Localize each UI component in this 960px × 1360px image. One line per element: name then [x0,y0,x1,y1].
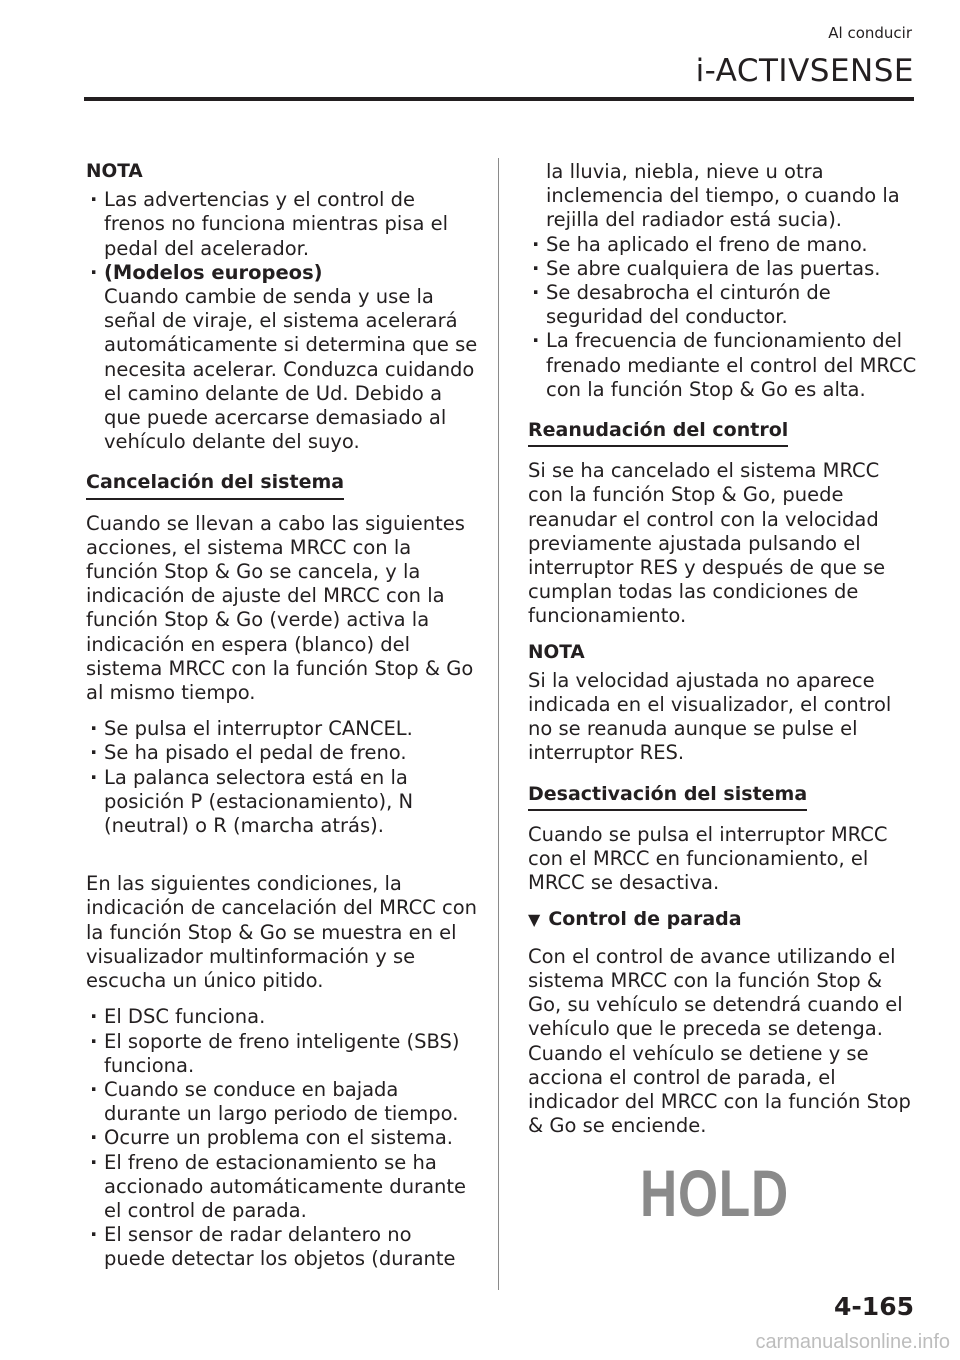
section-heading-resume: Reanudación del control [528,418,788,447]
list-item: · Cuando se conduce en bajada durante un largo periodo de tiempo. [86,1078,478,1126]
list-item: · El sensor de radar delantero no puede detectar los objetos (durante [86,1223,478,1271]
deactivation-text: Cuando se pulsa el interruptor MRCC con el MRCC en funcionamiento, el MRCC se desactiva. [528,822,888,895]
resume-text: Si se ha cancelado el sistema MRCC con la función Stop & Go, puede reanudar el control con la velocidad previamente ajustada pulsando el interruptor RES y después de que se cumplan todas las condiciones de funcionamiento. [528,459,886,628]
european-text: Cuando cambie de senda y use la señal de viraje, el sistema acelerará automáticamente si determina que se necesita acelerar. Conduzca cuidando el camino delante de Ud. Debido a que puede acercarse demasiado al vehículo delante del suyo. [104,285,478,454]
column-divider [498,158,499,1290]
stop-control-title: Control de parada [548,908,742,931]
nota-list [86,188,478,285]
watermark: carmanualsonline.info [755,1331,950,1353]
list-item: · Se ha pisado el pedal de freno. [86,741,478,765]
list-item: · La frecuencia de funcionamiento del frenado mediante el control del MRCC con la función Stop & Go es alta. [528,329,920,402]
nota-label: NOTA [528,641,585,663]
cancel-intro: Cuando se llevan a cabo las siguientes acciones, el sistema MRCC con la función Stop & Go se cancela, y la indicación de ajuste del MRCC con la función Stop & Go (verde) activa la indicación en espera (blanco) del sistema MRCC con la función Stop & Go al mismo tiempo. [86,511,474,705]
right-column [528,160,920,1150]
list-item: · Ocurre un problema con el sistema. [86,1126,478,1150]
nota-label: NOTA [86,161,143,182]
conditions-list [86,1005,478,1271]
section-heading-cancel: Cancelación del sistema [86,470,344,499]
list-item: · Se pulsa el interruptor CANCEL. [86,717,478,741]
spacer [86,850,478,872]
triangle-down-icon: ▼ [528,910,541,930]
conditions-intro: En las siguientes condiciones, la indicación de cancelación del MRCC con la función Stop & Go se muestra en el visualizador multinformación y se escucha un único pitido. [86,872,478,993]
list-item: · El freno de estacionamiento se ha accionado automáticamente durante el control de parada. [86,1151,478,1224]
conditions-continuation: la lluvia, niebla, nieve u otra inclemencia del tiempo, o cuando la rejilla del radiador está sucia). [546,160,900,232]
stop-control-text: Con el control de avance utilizando el sistema MRCC con la función Stop & Go, su vehículo se detendrá cuando el vehículo que le preceda se detenga. Cuando el vehículo se detiene y se acciona el control de parada, el indicador del MRCC con la función Stop & Go se enciende. [528,944,911,1138]
left-column [86,160,478,1284]
header-title: i-ACTIVSENSE [695,53,914,89]
stop-control-heading [528,907,920,932]
list-item: · Se desabrocha el cinturón de seguridad del conductor. [528,281,920,329]
list-item: · Se abre cualquiera de las puertas. [528,257,920,281]
cancel-list [86,717,478,838]
list-item: · El DSC funciona. [86,1005,478,1029]
header-rule [84,97,914,101]
conditions-list-continued [528,233,920,402]
list-item: · El soporte de freno inteligente (SBS) funciona. [86,1030,478,1078]
list-item: · Las advertencias y el control de frenos no funciona mientras pisa el pedal del acelerador. [86,188,478,261]
list-item: · La palanca selectora está en la posición P (estacionamiento), N (neutral) o R (marcha atrás). [86,766,478,839]
header-section: Al conducir [828,24,912,42]
european-label: (Modelos europeos) [104,260,323,284]
list-item [86,261,478,285]
nota-text: Si la velocidad ajustada no aparece indicada en el visualizador, el control no se reanuda aunque se pulse el interruptor RES. [528,668,892,765]
page-number: 4-165 [834,1292,914,1321]
list-item: · Se ha aplicado el freno de mano. [528,233,920,257]
section-heading-deactivation: Desactivación del sistema [528,782,807,811]
hold-indicator: HOLD [640,1156,789,1230]
